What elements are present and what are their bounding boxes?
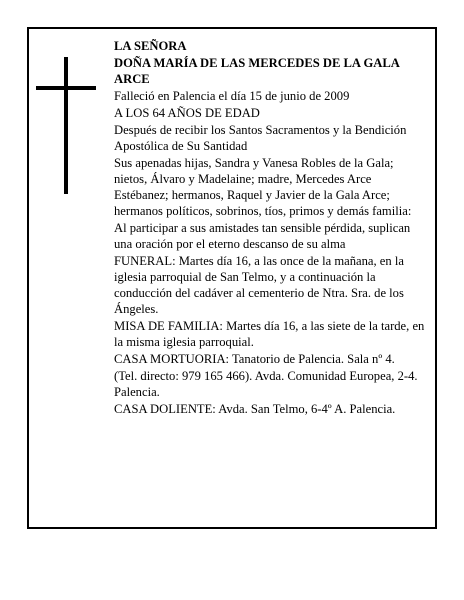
- sacraments-line: Después de recibir los Santos Sacramentos y la Bendición Apostólica de Su Santidad: [114, 123, 407, 153]
- cross-icon: [64, 57, 68, 194]
- deceased-name: DOÑA MARÍA DE LAS MERCEDES DE LA GALA ARCE: [114, 56, 400, 86]
- family-list: Sus apenadas hijas, Sandra y Vanesa Robles de la Gala; nietos, Álvaro y Madelaine; madre, Mercedes Arce Estébanez; hermanos, Raquel y Javier de la Gala Arce; hermanos políticos, sobrinos, tíos, primos y demás familia:: [114, 156, 412, 218]
- mourning-house-info: CASA DOLIENTE: Avda. San Telmo, 6-4º A. Palencia.: [114, 402, 396, 416]
- phone-address-info: (Tel. directo: 979 165 466). Avda. Comunidad Europea, 2-4. Palencia.: [114, 369, 418, 399]
- funeral-home-info: CASA MORTUORIA: Tanatorio de Palencia. Sala nº 4.: [114, 352, 395, 366]
- cross-icon-bar: [36, 86, 96, 90]
- obituary-text: [114, 38, 426, 418]
- death-notice: Falleció en Palencia el día 15 de junio de 2009: [114, 89, 350, 103]
- age-line: A LOS 64 AÑOS DE EDAD: [114, 106, 260, 120]
- honorific: LA SEÑORA: [114, 39, 187, 53]
- family-mass-info: MISA DE FAMILIA: Martes día 16, a las siete de la tarde, en la misma iglesia parroquial.: [114, 319, 425, 349]
- funeral-info: FUNERAL: Martes día 16, a las once de la mañana, en la iglesia parroquial de San Telmo, y a continuación la conducción del cadáver al cementerio de Ntra. Sra. de los Ángeles.: [114, 254, 404, 316]
- prayer-request: Al participar a sus amistades tan sensible pérdida, suplican una oración por el eterno descanso de su alma: [114, 221, 411, 251]
